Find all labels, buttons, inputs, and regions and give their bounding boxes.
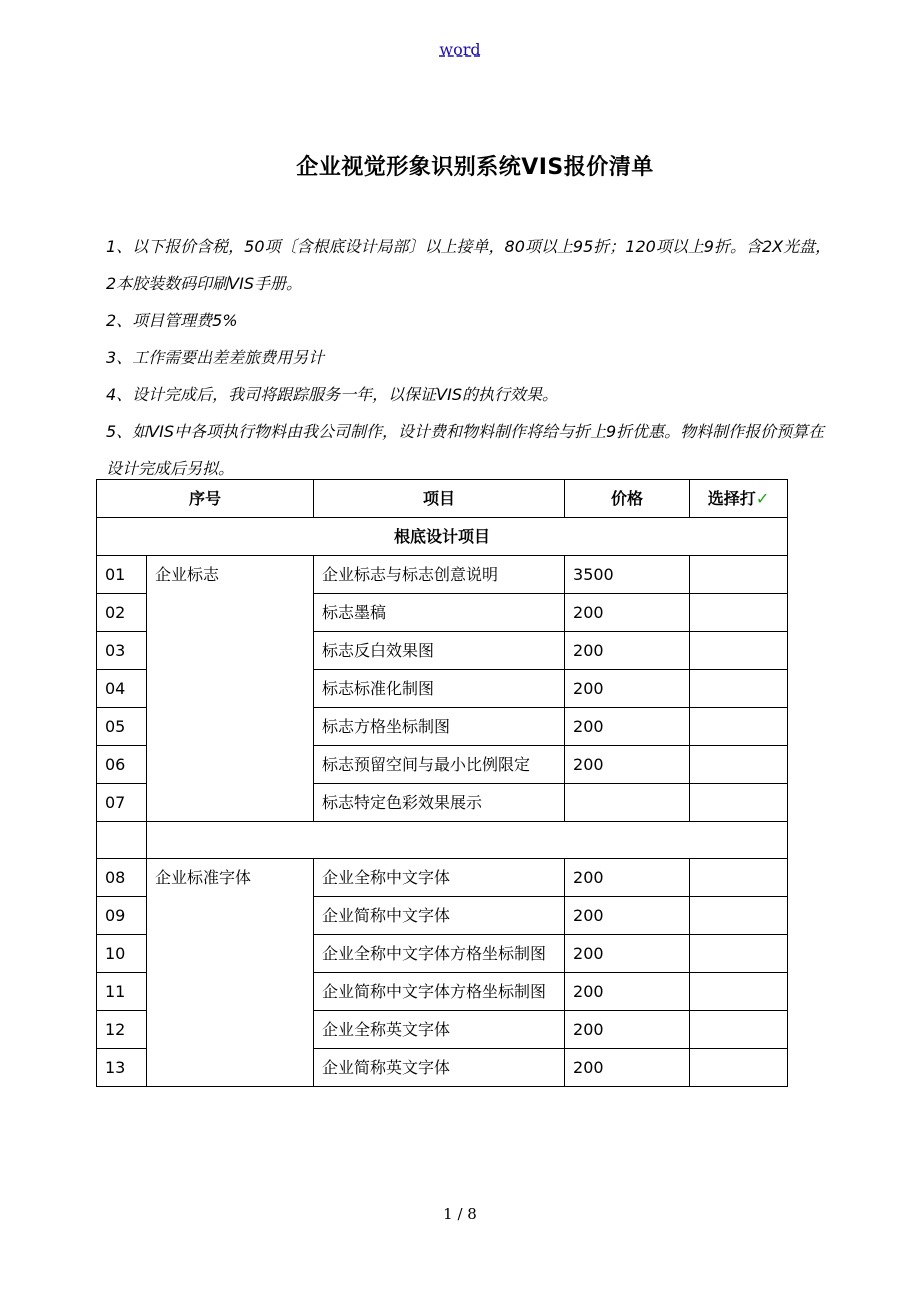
row-no: 08 [97,859,147,897]
row-no: 04 [97,670,147,708]
note-2: 2、项目管理费5% [106,311,238,330]
row-select-cell[interactable] [690,784,788,822]
row-item: 标志反白效果图 [314,632,565,670]
row-no: 10 [97,935,147,973]
notes-section [106,228,836,487]
group-label: 企业标志 [147,556,314,822]
section-row [97,518,788,556]
row-item: 企业简称中文字体方格坐标制图 [314,973,565,1011]
row-select-cell[interactable] [690,1011,788,1049]
note-4: 4、设计完成后，我司将跟踪服务一年，以保证VIS的执行效果。 [106,385,559,404]
row-select-cell[interactable] [690,897,788,935]
row-item: 企业简称中文字体 [314,897,565,935]
quote-table [96,479,788,1087]
table-row [97,859,788,897]
page-title: 企业视觉形象识别系统VIS报价清单 [296,155,654,180]
row-item: 企业全称中文字体方格坐标制图 [314,935,565,973]
row-price [565,784,690,822]
row-no: 02 [97,594,147,632]
table-row [97,556,788,594]
row-item: 企业标志与标志创意说明 [314,556,565,594]
row-price: 3500 [565,556,690,594]
header-price: 价格 [565,480,690,518]
row-price: 200 [565,1049,690,1087]
note-3: 3、工作需要出差差旅费用另计 [106,348,325,367]
header-select-label: 选择打 [707,489,756,508]
row-item: 标志预留空间与最小比例限定 [314,746,565,784]
row-price: 200 [565,897,690,935]
row-price: 200 [565,670,690,708]
page-number: 1 / 8 [443,1205,477,1223]
row-no: 03 [97,632,147,670]
header-select [690,480,788,518]
row-select-cell[interactable] [690,708,788,746]
row-item: 企业简称英文字体 [314,1049,565,1087]
row-price: 200 [565,746,690,784]
row-no: 06 [97,746,147,784]
row-price: 200 [565,859,690,897]
row-item: 标志特定色彩效果展示 [314,784,565,822]
empty-row [97,822,788,859]
row-select-cell[interactable] [690,1049,788,1087]
empty-cell [147,822,788,859]
row-item: 标志标准化制图 [314,670,565,708]
row-price: 200 [565,632,690,670]
note-5: 5、如VIS中各项执行物料由我公司制作，设计费和物料制作将给与折上9折优惠。物料制作报价预算在设计完成后另拟。 [106,422,825,478]
row-item: 企业全称中文字体 [314,859,565,897]
row-item: 企业全称英文字体 [314,1011,565,1049]
row-price: 200 [565,973,690,1011]
row-price: 200 [565,708,690,746]
checkmark-icon: ✓ [755,489,770,508]
row-select-cell[interactable] [690,594,788,632]
row-select-cell[interactable] [690,556,788,594]
row-select-cell[interactable] [690,632,788,670]
section-title: 根底设计项目 [97,518,788,556]
header-no: 序号 [97,480,314,518]
header-word-link[interactable]: word [439,40,481,59]
note-1: 1、以下报价含税，50项〔含根底设计局部〕以上接单，80项以上95折；120项以上9折。含2X光盘，2本胶装数码印刷VIS手册。 [106,237,832,293]
row-select-cell[interactable] [690,859,788,897]
row-select-cell[interactable] [690,746,788,784]
group-label: 企业标准字体 [147,859,314,1087]
row-no: 07 [97,784,147,822]
row-price: 200 [565,1011,690,1049]
row-no: 01 [97,556,147,594]
empty-cell [97,822,147,859]
row-no: 13 [97,1049,147,1087]
table-header-row [97,480,788,518]
row-price: 200 [565,935,690,973]
row-item: 标志方格坐标制图 [314,708,565,746]
row-item: 标志墨稿 [314,594,565,632]
row-select-cell[interactable] [690,670,788,708]
row-price: 200 [565,594,690,632]
row-no: 11 [97,973,147,1011]
row-select-cell[interactable] [690,935,788,973]
row-no: 05 [97,708,147,746]
header-item: 项目 [314,480,565,518]
row-no: 09 [97,897,147,935]
row-select-cell[interactable] [690,973,788,1011]
row-no: 12 [97,1011,147,1049]
